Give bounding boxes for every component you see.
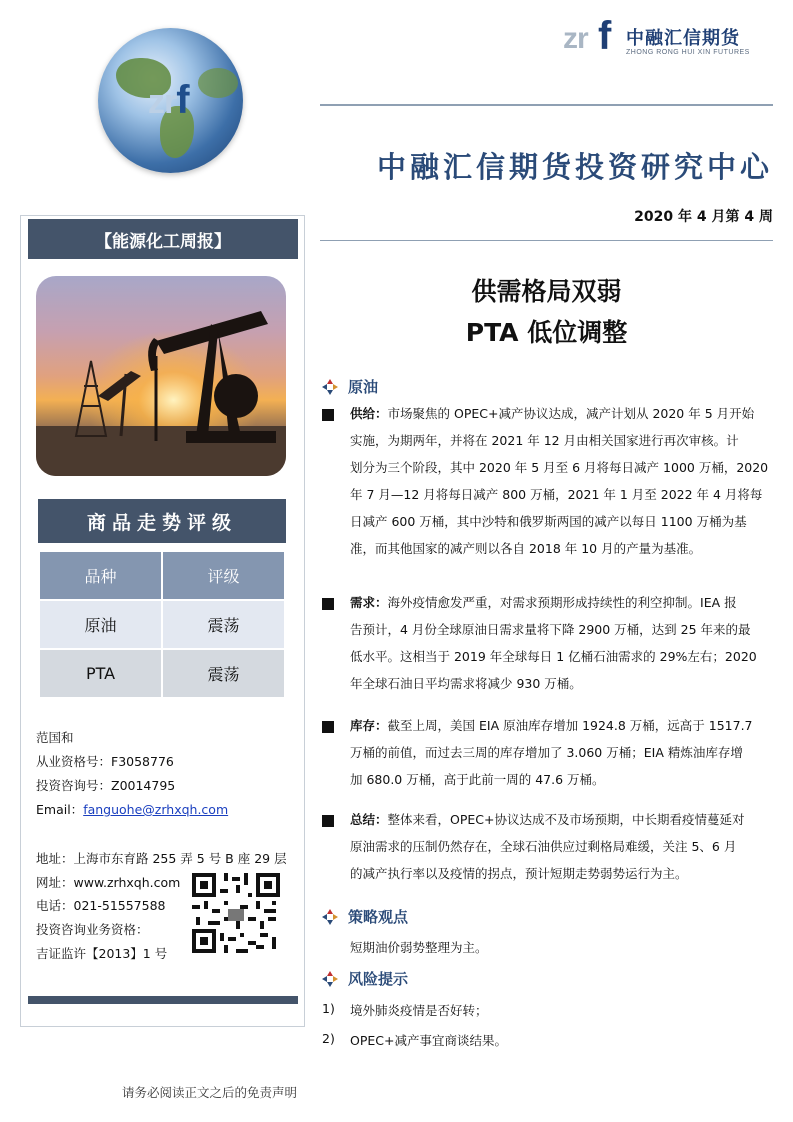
supply-line: 实施，为期两年，并将在 2021 年 12 月由相关国家进行再次审核。计 [350, 433, 739, 448]
oil-pump-photo [36, 276, 286, 476]
section-marker-icon [322, 379, 338, 395]
risk-item: OPEC+减产事宜商谈结果。 [350, 1033, 507, 1048]
bullet-square-icon [322, 721, 334, 733]
summary-line: 原油需求的压制仍然存在，全球石油供应过剩格局难缓，关注 5、6 月 [350, 839, 737, 854]
rating-table [38, 550, 286, 699]
section-risk-label: 风险提示 [348, 970, 409, 988]
inventory-line: 截至上周，美国 EIA 原油库存增加 1924.8 万桶，远高于 1517.7 [387, 718, 753, 733]
header-divider [320, 104, 773, 106]
summary-label: 总结： [350, 812, 388, 827]
brand-logo-mark: zr [563, 22, 588, 55]
email-link[interactable]: fanguohe@zrhxqh.com [83, 802, 229, 817]
supply-label: 供给： [350, 406, 388, 421]
table-row [40, 601, 284, 648]
brand-name-cn: 中融汇信期货 [626, 28, 740, 49]
cell-rating: 震荡 [163, 601, 284, 648]
brand-name-en: ZHONG RONG HUI XIN FUTURES [626, 49, 750, 56]
cell-rating: 震荡 [163, 650, 284, 697]
phone: 电话：021-51557588 [36, 898, 166, 913]
globe-logo-mark: zrf [148, 78, 189, 122]
supply-paragraph [350, 400, 775, 562]
section-strategy [322, 906, 408, 927]
demand-line: 海外疫情愈发严重，对需求预期形成持续性的利空抑制。IEA 报 [387, 595, 737, 610]
section-marker-icon [322, 971, 338, 987]
title-divider [320, 240, 773, 241]
consult-number: 投资咨询号：Z0014795 [36, 778, 176, 793]
table-row [40, 650, 284, 697]
header-cell-variety: 品种 [40, 552, 161, 599]
rating-title: 商品走势评级 [38, 499, 286, 543]
qualification-number: 吉证监许【2013】1 号 [36, 946, 168, 961]
demand-label: 需求： [350, 595, 388, 610]
qualification-label: 投资咨询业务资格： [36, 922, 149, 937]
rating-table-header [40, 552, 284, 599]
demand-paragraph [350, 589, 775, 697]
demand-line: 告预计，4 月份全球原油日需求量将下降 2900 万桶，达到 25 年来的最 [350, 622, 751, 637]
headline-line-1: 供需格局双弱 [471, 277, 622, 306]
analyst-name: 范国和 [36, 730, 74, 745]
inventory-line: 万桶的前值，而过去三周的库存增加了 3.060 万桶；EIA 精炼油库存增 [350, 745, 743, 760]
strategy-text: 短期油价弱势整理为主。 [350, 940, 488, 955]
cell-variety: PTA [40, 650, 161, 697]
qr-code-image [192, 873, 280, 953]
section-crude-oil-label: 原油 [348, 378, 379, 396]
summary-line: 整体来看，OPEC+协议达成不及市场预期，中长期看疫情蔓延对 [387, 812, 745, 827]
footer-disclaimer: 请务必阅读正文之后的免责声明 [122, 1085, 298, 1100]
bullet-square-icon [322, 409, 334, 421]
section-crude-oil [322, 376, 378, 397]
research-center-title: 中融汇信期货投资研究中心 [376, 150, 773, 184]
bullet-square-icon [322, 598, 334, 610]
demand-line: 低水平。这相当于 2019 年全球每日 1 亿桶石油需求的 29%左右；2020 [350, 649, 757, 664]
sidebar-bottom-bar [28, 996, 298, 1004]
supply-line: 划分为三个阶段，其中 2020 年 5 月至 6 月将每日减产 1000 万桶，2020 [350, 460, 769, 475]
demand-line: 年全球石油日平均需求将减少 930 万桶。 [350, 676, 582, 691]
section-marker-icon [322, 909, 338, 925]
summary-line: 的减产执行率以及疫情的拐点，预计短期走势弱势运行为主。 [350, 866, 688, 881]
inventory-paragraph [350, 712, 775, 793]
brand-logo-f: f [598, 14, 612, 58]
supply-line: 年 7 月—12 月将每日减产 800 万桶，2021 年 1 月至 2022 年 4 月将每 [350, 487, 763, 502]
email-line [36, 800, 228, 818]
supply-line: 准，而其他国家的减产则以各自 2018 年 10 月的产量为基准。 [350, 541, 702, 556]
bullet-square-icon [322, 815, 334, 827]
report-week: 2020 年 4 月第 4 周 [634, 209, 773, 225]
risk-item: 境外肺炎疫情是否好转； [350, 1003, 488, 1018]
supply-line: 日减产 600 万桶，其中沙特和俄罗斯两国的减产以每日 1100 万桶为基 [350, 514, 747, 529]
report-type-banner: 【能源化工周报】 [28, 219, 298, 259]
website: 网址：www.zrhxqh.com [36, 875, 181, 890]
risk-number: 1) [322, 1001, 335, 1016]
header-cell-rating: 评级 [163, 552, 284, 599]
risk-number: 2) [322, 1031, 335, 1046]
address: 地址：上海市东育路 255 弄 5 号 B 座 29 层 [36, 851, 287, 866]
email-label: Email： [36, 802, 84, 817]
license-number: 从业资格号：F3058776 [36, 754, 174, 769]
headline-line-2: PTA 低位调整 [465, 318, 628, 347]
inventory-line: 加 680.0 万桶，高于此前一周的 47.6 万桶。 [350, 772, 605, 787]
summary-paragraph [350, 806, 775, 887]
inventory-label: 库存： [350, 718, 388, 733]
section-risk [322, 968, 408, 989]
section-strategy-label: 策略观点 [348, 908, 409, 926]
cell-variety: 原油 [40, 601, 161, 648]
supply-line: 市场聚焦的 OPEC+减产协议达成，减产计划从 2020 年 5 月开始 [387, 406, 755, 421]
